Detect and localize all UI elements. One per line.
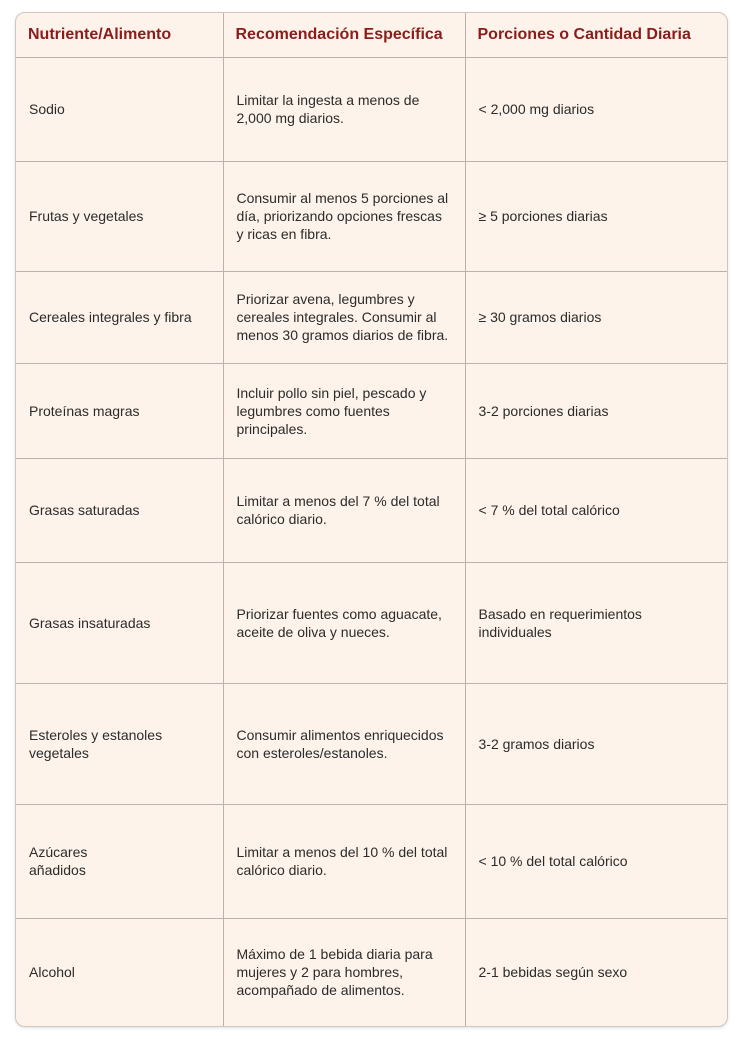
header-recommendation: Recomendación Específica xyxy=(223,13,465,57)
cell-nutrient: Proteínas magras xyxy=(16,363,223,458)
cell-recommendation: Limitar la ingesta a menos de 2,000 mg diarios. xyxy=(223,57,465,161)
cell-amount: ≥ 5 porciones diarias xyxy=(465,161,727,271)
cell-nutrient: Alcohol xyxy=(16,918,223,1026)
nutrition-table-card xyxy=(15,12,728,1027)
cell-recommendation: Consumir al menos 5 porciones al día, priorizando opciones frescas y ricas en fibra. xyxy=(223,161,465,271)
cell-nutrient: Frutas y vegetales xyxy=(16,161,223,271)
cell-recommendation: Máximo de 1 bebida diaria para mujeres y 2 para hombres, acompañado de alimentos. xyxy=(223,918,465,1026)
cell-amount: < 10 % del total calórico xyxy=(465,804,727,918)
cell-amount: 3-2 gramos diarios xyxy=(465,683,727,804)
cell-recommendation: Consumir alimentos enriquecidos con esteroles/estanoles. xyxy=(223,683,465,804)
cell-amount: < 7 % del total calórico xyxy=(465,458,727,562)
cell-nutrient: Esteroles y estanoles vegetales xyxy=(16,683,223,804)
cell-nutrient: Grasas insaturadas xyxy=(16,562,223,683)
cell-recommendation: Limitar a menos del 7 % del total calórico diario. xyxy=(223,458,465,562)
cell-amount: Basado en requerimientos individuales xyxy=(465,562,727,683)
cell-nutrient: Cereales integrales y fibra xyxy=(16,271,223,363)
cell-recommendation: Incluir pollo sin piel, pescado y legumbres como fuentes principales. xyxy=(223,363,465,458)
table-row xyxy=(16,363,727,458)
cell-amount: 2-1 bebidas según sexo xyxy=(478,964,628,981)
header-amount: Porciones o Cantidad Diaria xyxy=(465,13,727,57)
table-row xyxy=(16,804,727,918)
table-row xyxy=(16,918,727,1026)
table-row xyxy=(16,271,727,363)
nutrition-table xyxy=(16,13,727,1026)
cell-recommendation: Limitar a menos del 10 % del total calórico diario. xyxy=(223,804,465,918)
cell-amount: < 2,000 mg diarios xyxy=(465,57,727,161)
cell-amount: 3-2 porciones diarias xyxy=(465,363,727,458)
table-row xyxy=(16,458,727,562)
cell-nutrient: Grasas saturadas xyxy=(16,458,223,562)
cell-recommendation: Priorizar avena, legumbres y cereales integrales. Consumir al menos 30 gramos diarios de fibra. xyxy=(223,271,465,363)
cell-nutrient: Sodio xyxy=(16,57,223,161)
table-row xyxy=(16,57,727,161)
table-row xyxy=(16,161,727,271)
cell-recommendation: Priorizar fuentes como aguacate, aceite de oliva y nueces. xyxy=(223,562,465,683)
header-nutrient: Nutriente/Alimento xyxy=(16,13,223,57)
table-header-row xyxy=(16,13,727,57)
table-row xyxy=(16,683,727,804)
cell-nutrient: Azúcares añadidos xyxy=(16,804,223,918)
table-row xyxy=(16,562,727,683)
cell-amount: ≥ 30 gramos diarios xyxy=(465,271,727,363)
